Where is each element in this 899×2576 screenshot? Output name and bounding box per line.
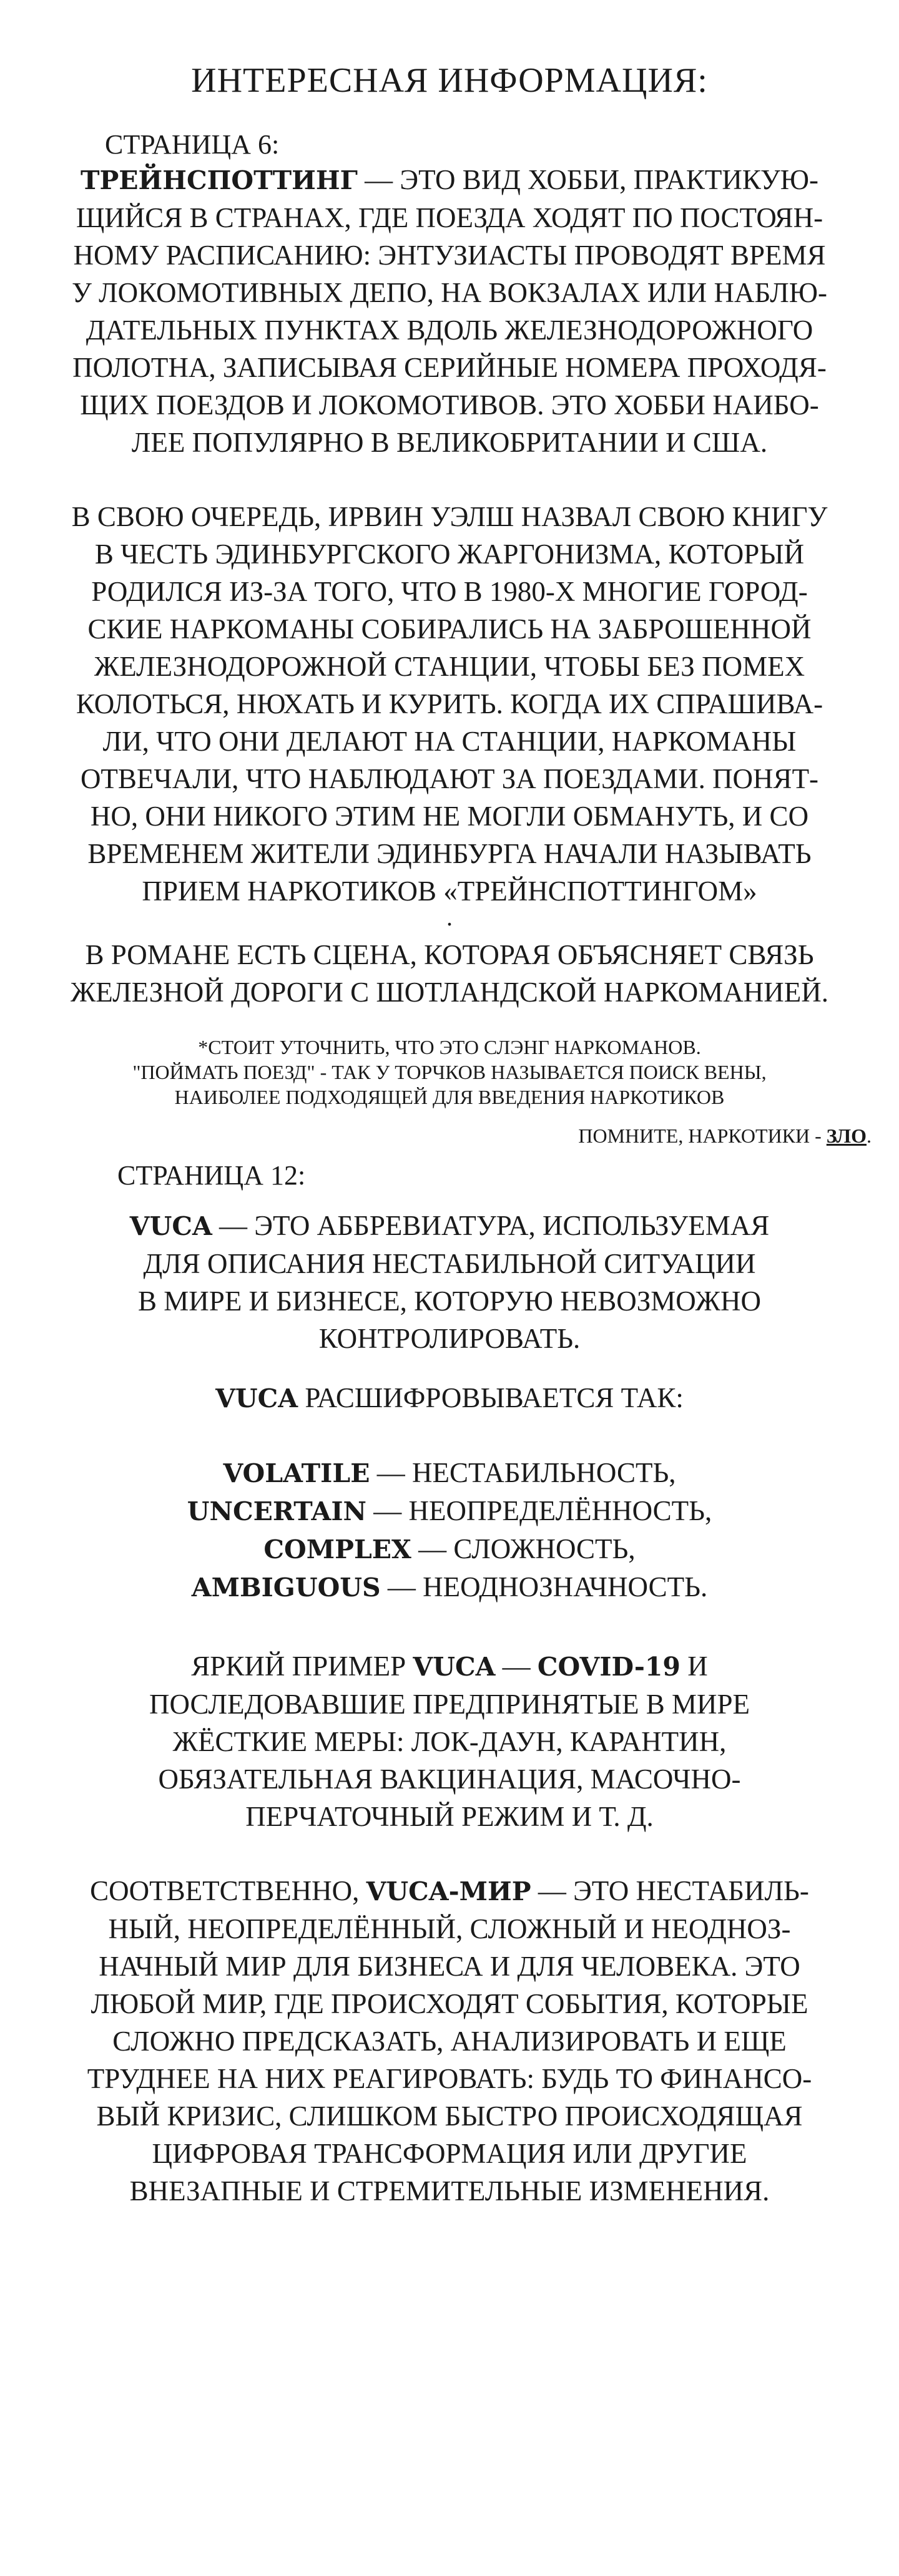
paragraph-line: В МИРЕ И БИЗНЕСЕ, КОТОРУЮ НЕВОЗМОЖНО (138, 1286, 761, 1317)
list-item (37, 1492, 862, 1530)
remember-note (578, 1123, 872, 1148)
list-item (37, 1568, 862, 1606)
line-text: — СЛОЖНОСТЬ, (411, 1533, 636, 1564)
line-text: — ЭТО АББРЕВИАТУРА, ИСПОЛЬЗУЕМАЯ (212, 1210, 770, 1241)
paragraph-line: ЖЕЛЕЗНОЙ ДОРОГИ С ШОТЛАНДСКОЙ НАРКОМАНИЕЙ. (70, 977, 828, 1008)
paragraph-line: ПОСЛЕДОВАВШИЕ ПРЕДПРИНЯТЫЕ В МИРЕ (149, 1689, 750, 1720)
paragraph-line: ПЕРЧАТОЧНЫЙ РЕЖИМ И Т. Д. (245, 1801, 654, 1832)
term-uncertain: UNCERTAIN (187, 1496, 366, 1526)
line-text: — ЭТО ВИД ХОББИ, ПРАКТИКУЮ- (357, 164, 819, 195)
vuca-terms-list (37, 1454, 862, 1606)
paragraph-line (37, 1872, 862, 1910)
line-text: — (495, 1651, 538, 1682)
paragraph-line: В РОМАНЕ ЕСТЬ СЦЕНА, КОТОРАЯ ОБЪЯСНЯЕТ СВЯЗЬ (85, 939, 814, 970)
remember-evil: ЗЛО (826, 1125, 867, 1147)
paragraph-line: ПРИЕМ НАРКОТИКОВ «ТРЕЙНСПОТТИНГОМ» (142, 876, 757, 907)
paragraph-line: ЛЕЕ ПОПУЛЯРНО В ВЕЛИКОБРИТАНИИ И США. (131, 427, 768, 458)
paragraph-line: ОБЯЗАТЕЛЬНАЯ ВАКЦИНАЦИЯ, МАСОЧНО- (158, 1764, 741, 1795)
footnote-line: НАИБОЛЕЕ ПОДХОДЯЩЕЙ ДЛЯ ВВЕДЕНИЯ НАРКОТИКОВ (174, 1086, 725, 1108)
paragraph-line (37, 1379, 862, 1417)
paragraph-line: В ЧЕСТЬ ЭДИНБУРГСКОГО ЖАРГОНИЗМА, КОТОРЫЙ (94, 539, 805, 570)
line-text: — НЕОДНОЗНАЧНОСТЬ. (380, 1571, 708, 1603)
paragraph-line: ЛИ, ЧТО ОНИ ДЕЛАЮТ НА СТАНЦИИ, НАРКОМАНЫ (102, 726, 797, 757)
paragraph-line: ПОЛОТНА, ЗАПИСЫВАЯ СЕРИЙНЫЕ НОМЕРА ПРОХОДЯ- (72, 352, 827, 383)
paragraph-line: ВНЕЗАПНЫЕ И СТРЕМИТЕЛЬНЫЕ ИЗМЕНЕНИЯ. (129, 2175, 770, 2207)
remember-suffix: . (867, 1125, 872, 1147)
line-text: ЯРКИЙ ПРИМЕР (191, 1651, 413, 1682)
term-complex: COMPLEX (263, 1534, 411, 1564)
term-covid: COVID-19 (537, 1652, 680, 1682)
paragraph-line: В СВОЮ ОЧЕРЕДЬ, ИРВИН УЭЛШ НАЗВАЛ СВОЮ КНИГУ (71, 501, 828, 532)
paragraph-line: ЩИХ ПОЕЗДОВ И ЛОКОМОТИВОВ. ЭТО ХОББИ НАИБО- (80, 389, 819, 421)
vuca-world-paragraph (37, 1872, 862, 2210)
paragraph-line: КОЛОТЬСЯ, НЮХАТЬ И КУРИТЬ. КОГДА ИХ СПРАШИВА- (76, 688, 823, 720)
paragraph-line: НЫЙ, НЕОПРЕДЕЛЁННЫЙ, СЛОЖНЫЙ И НЕОДНОЗ- (108, 1913, 791, 1944)
footnote (37, 1035, 862, 1110)
paragraph-line: НОМУ РАСПИСАНИЮ: ЭНТУЗИАСТЫ ПРОВОДЯТ ВРЕМЯ (73, 240, 826, 271)
paragraph-line: КОНТРОЛИРОВАТЬ. (318, 1323, 581, 1354)
term-ambiguous: AMBIGUOUS (191, 1573, 381, 1603)
novel-scene-paragraph (37, 936, 862, 1011)
line-text: РАСШИФРОВЫВАЕТСЯ ТАК: (298, 1382, 684, 1413)
page-6-label: СТРАНИЦА 6: (105, 129, 280, 160)
paragraph-line: СКИЕ НАРКОМАНЫ СОБИРАЛИСЬ НА ЗАБРОШЕННОЙ (87, 613, 812, 645)
line-text: — НЕОПРЕДЕЛЁННОСТЬ, (366, 1495, 712, 1526)
paragraph-line: ЛЮБОЙ МИР, ГДЕ ПРОИСХОДЯТ СОБЫТИЯ, КОТОРЫЕ (91, 1988, 808, 2019)
paragraph-line: ЖЁСТКИЕ МЕРЫ: ЛОК-ДАУН, КАРАНТИН, (172, 1726, 727, 1757)
vuca-definition-paragraph (37, 1207, 862, 1357)
paragraph-line: РОДИЛСЯ ИЗ-ЗА ТОГО, ЧТО В 1980-Х МНОГИЕ ГОРОД- (91, 576, 808, 607)
welsh-paragraph (37, 498, 862, 910)
paragraph-line: ЩИЙСЯ В СТРАНАХ, ГДЕ ПОЕЗДА ХОДЯТ ПО ПОСТОЯН- (76, 202, 823, 233)
paragraph-line: У ЛОКОМОТИВНЫХ ДЕПО, НА ВОКЗАЛАХ ИЛИ НАБЛЮ- (71, 277, 827, 308)
paragraph-line: ТРУДНЕЕ НА НИХ РЕАГИРОВАТЬ: БУДЬ ТО ФИНАНСО- (87, 2063, 812, 2094)
paragraph-line: ДЛЯ ОПИСАНИЯ НЕСТАБИЛЬНОЙ СИТУАЦИИ (143, 1248, 756, 1279)
page-12-label: СТРАНИЦА 12: (117, 1160, 306, 1191)
footnote-line: "ПОЙМАТЬ ПОЕЗД" - ТАК У ТОРЧКОВ НАЗЫВАЕТСЯ ПОИСК ВЕНЫ, (132, 1061, 767, 1083)
term-vuca: VUCA (215, 1383, 298, 1413)
paragraph-line: СЛОЖНО ПРЕДСКАЗАТЬ, АНАЛИЗИРОВАТЬ И ЕЩЕ (112, 2026, 787, 2057)
vuca-decoding-heading (37, 1379, 862, 1417)
paragraph-line: НО, ОНИ НИКОГО ЭТИМ НЕ МОГЛИ ОБМАНУТЬ, И СО (90, 801, 809, 832)
paragraph-line: ВРЕМЕНЕМ ЖИТЕЛИ ЭДИНБУРГА НАЧАЛИ НАЗЫВАТЬ (87, 838, 812, 869)
term-vuca: VUCA (129, 1211, 212, 1241)
line-text: — ЭТО НЕСТАБИЛЬ- (531, 1875, 809, 1906)
list-item (37, 1530, 862, 1568)
paragraph-line: НАЧНЫЙ МИР ДЛЯ БИЗНЕСА И ДЛЯ ЧЕЛОВЕКА. ЭТО (99, 1951, 800, 1982)
trainspotting-paragraph (37, 161, 862, 461)
footnote-line: *СТОИТ УТОЧНИТЬ, ЧТО ЭТО СЛЭНГ НАРКОМАНОВ. (198, 1036, 701, 1058)
term-trainspotting: ТРЕЙНСПОТТИНГ (80, 165, 358, 195)
paragraph-line: ЦИФРОВАЯ ТРАНСФОРМАЦИЯ ИЛИ ДРУГИЕ (152, 2138, 747, 2169)
line-text: — НЕСТАБИЛЬНОСТЬ, (370, 1457, 676, 1488)
paragraph-line: ВЫЙ КРИЗИС, СЛИШКОМ БЫСТРО ПРОИСХОДЯЩАЯ (96, 2100, 803, 2132)
stray-dot: . (446, 903, 453, 931)
paragraph-line: ОТВЕЧАЛИ, ЧТО НАБЛЮДАЮТ ЗА ПОЕЗДАМИ. ПОНЯТ- (80, 763, 819, 794)
covid-example-paragraph (37, 1647, 862, 1835)
term-vuca: VUCA (413, 1652, 496, 1682)
list-item (37, 1454, 862, 1492)
paragraph-line: ЖЕЛЕЗНОДОРОЖНОЙ СТАНЦИИ, ЧТОБЫ БЕЗ ПОМЕХ (94, 651, 805, 682)
term-volatile: VOLATILE (223, 1458, 370, 1488)
paragraph-line (37, 161, 862, 199)
paragraph-line: ДАТЕЛЬНЫХ ПУНКТАХ ВДОЛЬ ЖЕЛЕЗНОДОРОЖНОГО (86, 315, 813, 346)
term-vuca-world: VUCA-МИР (366, 1876, 531, 1906)
page-title: ИНТЕРЕСНАЯ ИНФОРМАЦИЯ: (191, 61, 708, 100)
paragraph-line (37, 1647, 862, 1686)
paragraph-line (37, 1207, 862, 1245)
remember-prefix: ПОМНИТЕ, НАРКОТИКИ - (578, 1125, 827, 1147)
line-text: СООТВЕТСТВЕННО, (90, 1875, 366, 1906)
line-text: И (680, 1651, 708, 1682)
